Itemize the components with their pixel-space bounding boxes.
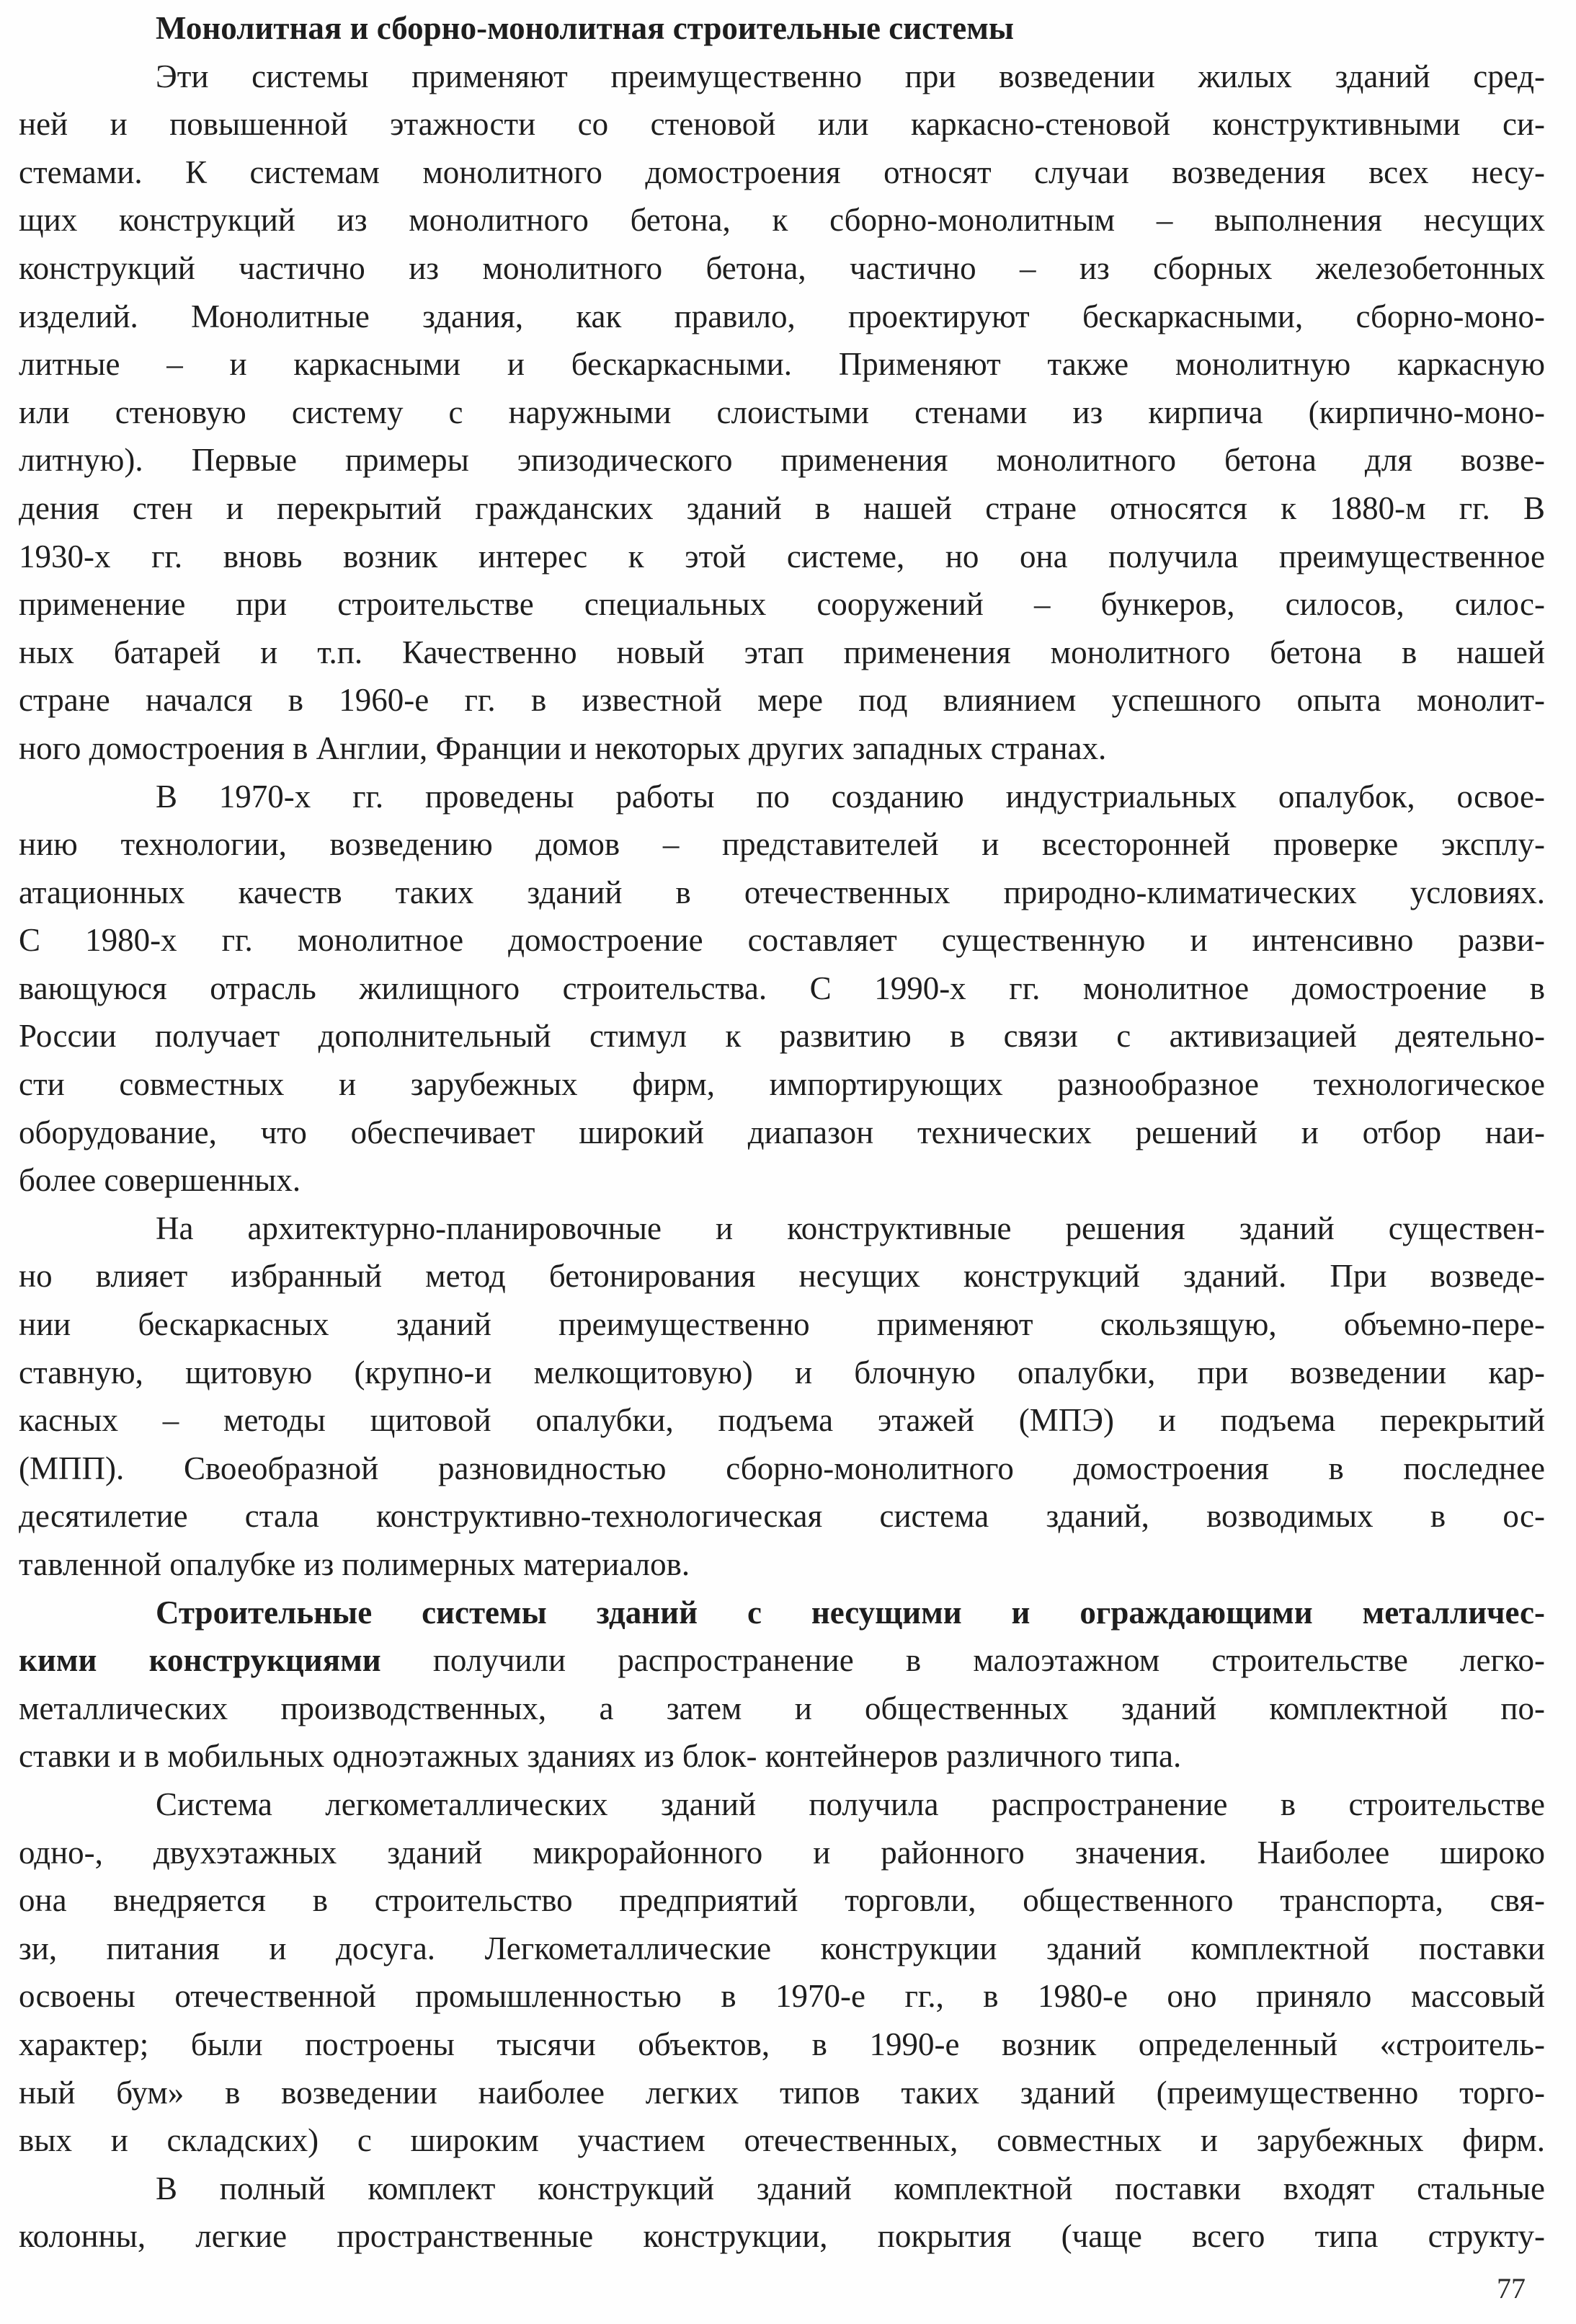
text-line xyxy=(19,533,1545,581)
text-run: Эти системы применяют преимущественно при возведении жилых зданий сред- xyxy=(156,58,1545,94)
text-run: В 1970-х гг. проведены работы по созданию индустриальных опалубок, освое- xyxy=(156,778,1545,815)
text-line xyxy=(19,436,1545,484)
text-line xyxy=(19,869,1545,917)
text-run: вающуюся отрасль жилищного строительства. С 1990-х гг. монолитное домостроение в xyxy=(19,970,1545,1006)
text-run: тавленной опалубке из полимерных материалов. xyxy=(19,1546,690,1582)
text-run: литные – и каркасными и бескаркасными. Применяют также монолитную каркасную xyxy=(19,346,1545,383)
text-line xyxy=(19,1829,1545,1877)
text-line xyxy=(19,2069,1545,2117)
text-line xyxy=(19,1732,1545,1780)
bold-text-run: кими конструкциями xyxy=(19,1642,381,1679)
text-run: освоены отечественной промышленностью в 1970-е гг., в 1980-е оно приняло массовый xyxy=(19,1978,1545,2015)
text-line xyxy=(19,1300,1545,1349)
text-line xyxy=(19,2212,1545,2261)
text-run: применение при строительстве специальных сооружений – бункеров, силосов, силос- xyxy=(19,586,1545,623)
text-run: конструкций частично из монолитного бетона, частично – из сборных железобетонных xyxy=(19,249,1545,286)
text-run: С 1980-х гг. монолитное домостроение составляет существенную и интенсивно разви- xyxy=(19,922,1545,959)
text-line xyxy=(19,1780,1545,1829)
text-run: вых и складских) с широким участием отечественных, совместных и зарубежных фирм. xyxy=(19,2122,1545,2159)
text-line xyxy=(19,100,1545,148)
text-line xyxy=(19,340,1545,389)
text-line xyxy=(19,1060,1545,1109)
text-line xyxy=(19,1252,1545,1300)
bold-text-run: Монолитная и сборно-монолитная строительные системы xyxy=(156,10,1014,46)
text-run: (МПП). Своеобразной разновидностью сборно-монолитного домостроения в последнее xyxy=(19,1450,1545,1486)
text-line xyxy=(19,1876,1545,1925)
text-line xyxy=(19,773,1545,821)
bold-text-run: Строительные системы зданий с несущими и ограждающими металличес- xyxy=(156,1594,1545,1631)
text-run: ней и повышенной этажности со стеновой или каркасно-стеновой конструктивными си- xyxy=(19,106,1545,143)
document-body xyxy=(19,4,1545,2261)
text-run: она внедряется в строительство предприятий торговли, общественного транспорта, свя- xyxy=(19,1882,1545,1919)
text-run: стране начался в 1960-е гг. в известной мере под влиянием успешного опыта монолит- xyxy=(19,682,1545,719)
text-run: но влияет избранный метод бетонирования несущих конструкций зданий. При возведе- xyxy=(19,1258,1545,1295)
text-line xyxy=(19,2116,1545,2165)
text-line xyxy=(19,580,1545,629)
text-run: Система легкометаллических зданий получила распространение в строительстве xyxy=(156,1786,1545,1822)
page-number: 77 xyxy=(1497,2272,1526,2305)
text-line xyxy=(19,53,1545,101)
text-line xyxy=(19,1205,1545,1253)
text-run: 1930-х гг. вновь возник интерес к этой системе, но она получила преимущественное xyxy=(19,538,1545,575)
text-line xyxy=(19,724,1545,773)
text-line xyxy=(19,244,1545,293)
text-run: характер; были построены тысячи объектов, в 1990-е возник определенный «строитель- xyxy=(19,2026,1545,2062)
text-run: России получает дополнительный стимул к развитию в связи с активизацией деятельно- xyxy=(19,1018,1545,1055)
text-run: щих конструкций из монолитного бетона, к сборно-монолитным – выполнения несущих xyxy=(19,202,1545,239)
text-run: одно-, двухэтажных зданий микрорайонного и районного значения. Наиболее широко xyxy=(19,1834,1545,1871)
text-run: получили распространение в малоэтажном строительстве легко- xyxy=(380,1642,1545,1679)
text-line xyxy=(19,964,1545,1013)
text-line xyxy=(19,1012,1545,1060)
text-line xyxy=(19,1925,1545,1973)
text-line xyxy=(19,196,1545,244)
text-run: нию технологии, возведению домов – представителей и всесторонней проверке эксплу- xyxy=(19,826,1545,863)
text-line xyxy=(19,2021,1545,2069)
text-line xyxy=(19,1396,1545,1445)
text-run: ставную, щитовую (крупно-и мелкощитовую) и блочную опалубки, при возведении кар- xyxy=(19,1354,1545,1391)
text-line xyxy=(19,389,1545,437)
text-run: оборудование, что обеспечивает широкий диапазон технических решений и отбор наи- xyxy=(19,1114,1545,1150)
text-line xyxy=(19,1109,1545,1157)
text-run: дения стен и перекрытий гражданских зданий в нашей стране относятся к 1880-м гг. В xyxy=(19,489,1545,526)
text-line xyxy=(19,2165,1545,2213)
text-run: сти совместных и зарубежных фирм, импортирующих разнообразное технологическое xyxy=(19,1066,1545,1103)
text-line xyxy=(19,1540,1545,1589)
text-run: атационных качеств таких зданий в отечественных природно-климатических условиях. xyxy=(19,874,1545,910)
text-line xyxy=(19,916,1545,964)
text-line xyxy=(19,1492,1545,1540)
text-line xyxy=(19,820,1545,869)
text-line xyxy=(19,1685,1545,1733)
text-run: ный бум» в возведении наиболее легких типов таких зданий (преимущественно торго- xyxy=(19,2074,1545,2111)
text-line xyxy=(19,148,1545,197)
text-line xyxy=(19,1972,1545,2021)
text-run: нии бескаркасных зданий преимущественно применяют скользящую, объемно-пере- xyxy=(19,1306,1545,1343)
text-line xyxy=(19,1349,1545,1397)
text-run: ных батарей и т.п. Качественно новый этап применения монолитного бетона в нашей xyxy=(19,634,1545,670)
text-run: ставки и в мобильных одноэтажных зданиях из блок- контейнеров различного типа. xyxy=(19,1738,1182,1775)
text-run: более совершенных. xyxy=(19,1162,301,1199)
text-line xyxy=(19,1589,1545,1637)
text-run: колонны, легкие пространственные конструкции, покрытия (чаще всего типа структу- xyxy=(19,2218,1545,2255)
text-line xyxy=(19,629,1545,677)
text-run: изделий. Монолитные здания, как правило, проектируют бескаркасными, сборно-моно- xyxy=(19,298,1545,334)
text-line xyxy=(19,293,1545,341)
text-line xyxy=(19,1636,1545,1685)
text-line xyxy=(19,676,1545,724)
text-run: стемами. К системам монолитного домостроения относят случаи возведения всех несу- xyxy=(19,154,1545,190)
text-run: литную). Первые примеры эпизодического применения монолитного бетона для возве- xyxy=(19,442,1545,479)
text-run: или стеновую систему с наружными слоистыми стенами из кирпича (кирпично-моно- xyxy=(19,394,1545,430)
section-heading xyxy=(19,4,1545,53)
text-run: На архитектурно-планировочные и конструктивные решения зданий существен- xyxy=(156,1210,1545,1246)
text-line xyxy=(19,484,1545,533)
text-run: В полный комплект конструкций зданий комплектной поставки входят стальные xyxy=(156,2170,1545,2207)
text-run: зи, питания и досуга. Легкометаллические конструкции зданий комплектной поставки xyxy=(19,1930,1545,1966)
text-run: металлических производственных, а затем и общественных зданий комплектной по- xyxy=(19,1690,1545,1726)
text-line xyxy=(19,1156,1545,1205)
text-run: десятилетие стала конструктивно-технологическая система зданий, возводимых в ос- xyxy=(19,1498,1545,1535)
text-run: ного домостроения в Англии, Франции и некоторых других западных странах. xyxy=(19,729,1107,766)
text-run: касных – методы щитовой опалубки, подъема этажей (МПЭ) и подъема перекрытий xyxy=(19,1402,1545,1439)
text-line xyxy=(19,1445,1545,1493)
